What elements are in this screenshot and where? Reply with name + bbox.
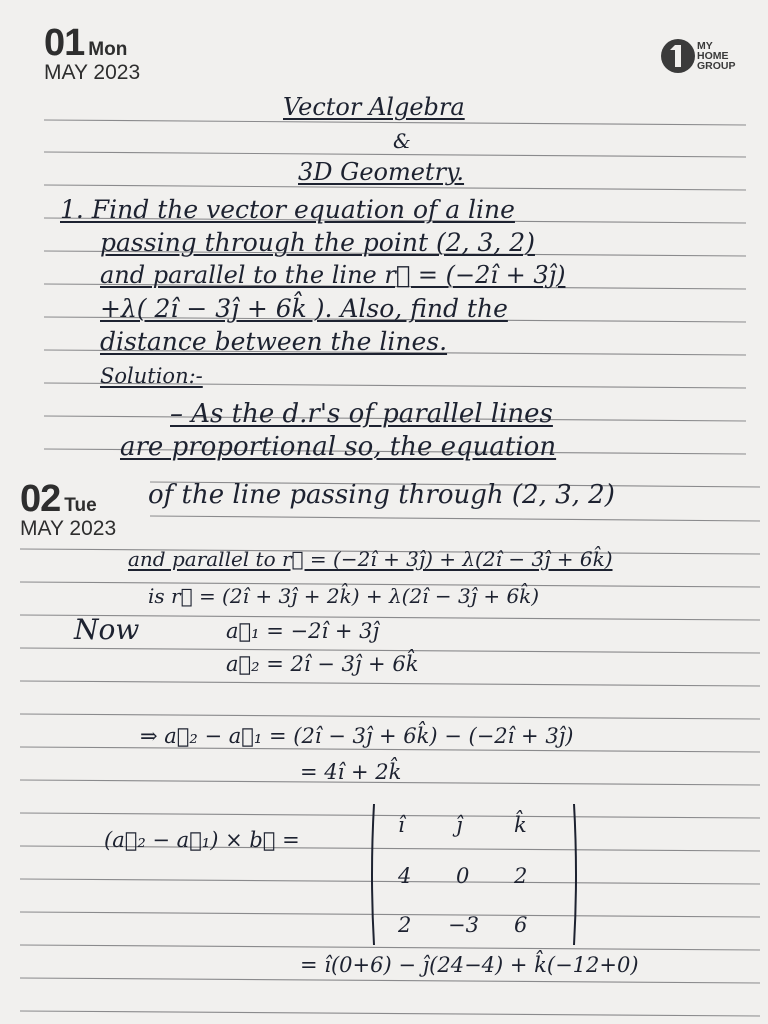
det-cell-r2c2: 0: [456, 864, 470, 888]
expansion-line: = î(0+6) − ĵ(24−4) + k̂(−12+0): [300, 953, 639, 977]
date-header-may-01: [44, 22, 140, 85]
question-line-1: 1. Find the vector equation of a line: [60, 195, 515, 224]
brand-logo: [660, 38, 736, 74]
det-cell-r1c2: ĵ: [456, 813, 463, 837]
det-cell-r1c1: î: [398, 813, 405, 837]
det-cell-r3c1: 2: [398, 913, 412, 937]
difference-line: ⇒ a⃗₂ − a⃗₁ = (2î − 3ĵ + 6k̂) − (−2î + 3ĵ): [140, 724, 574, 748]
det-cell-r3c2: −3: [448, 913, 479, 937]
logo-mark-icon: [660, 38, 696, 74]
det-cell-r1c3: k̂: [514, 813, 527, 837]
solution-line-1: – As the d.r's of parallel lines: [170, 399, 553, 429]
solution-line-5: is r⃗ = (2î + 3ĵ + 2k̂) + λ(2î − 3ĵ + 6k̂): [148, 584, 540, 608]
det-cell-r2c1: 4: [398, 864, 412, 888]
solution-line-2: are proportional so, the equation: [120, 432, 557, 462]
solution-line-3: of the line passing through (2, 3, 2): [148, 480, 615, 510]
cross-product-label: (a⃗₂ − a⃗₁) × b⃗ =: [104, 828, 300, 852]
a1-definition: a⃗₁ = −2î + 3ĵ: [226, 619, 379, 643]
date-header-may-02: [20, 478, 116, 541]
question-line-4: +λ( 2î − 3ĵ + 6k̂ ). Also, find the: [100, 294, 508, 323]
difference-result: = 4î + 2k̂: [300, 760, 402, 784]
day-name: Tue: [64, 495, 97, 516]
question-line-3: and parallel to the line r⃗ = (−2î + 3ĵ): [100, 261, 566, 289]
day-name: Mon: [88, 39, 128, 60]
title-line-2: &: [393, 129, 411, 153]
month-year: MAY 2023: [20, 517, 117, 540]
question-line-5: distance between the lines.: [100, 327, 448, 356]
det-cell-r3c3: 6: [514, 913, 528, 937]
logo-text: MY HOME GROUP: [697, 40, 736, 72]
det-cell-r2c3: 2: [514, 864, 528, 888]
solution-line-4: and parallel to r⃗ = (−2î + 3ĵ) + λ(2î − 3ĵ + 6k̂): [128, 547, 613, 571]
now-label: Now: [74, 613, 140, 646]
month-year: MAY 2023: [44, 61, 141, 84]
day-number: 02: [20, 478, 61, 520]
title-line-3: 3D Geometry.: [298, 158, 465, 186]
day-number: 01: [44, 22, 85, 64]
a2-definition: a⃗₂ = 2î − 3ĵ + 6k̂: [226, 652, 419, 676]
title-line-1: Vector Algebra: [283, 93, 465, 121]
question-line-2: passing through the point (2, 3, 2): [100, 228, 535, 257]
solution-label: Solution:-: [100, 364, 203, 388]
